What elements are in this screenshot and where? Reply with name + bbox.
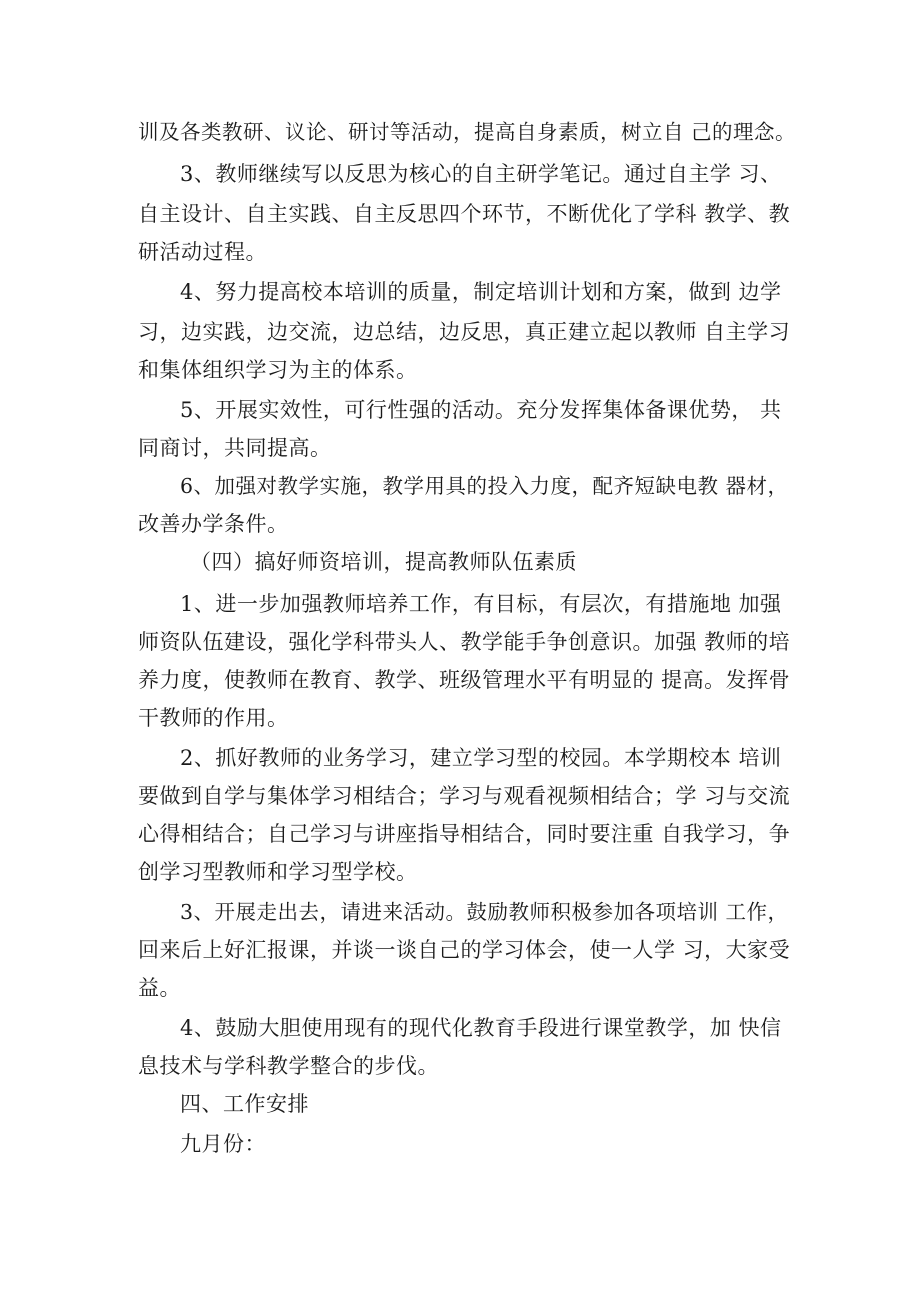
- text-line: 训及各类教研、议论、研讨等活动，提高自身素质，树立自 己的理念。: [138, 120, 797, 144]
- section-heading: （四）搞好师资培训，提高教师队伍素质: [190, 550, 577, 574]
- text-line: 研活动过程。: [138, 240, 267, 264]
- text-line: 5、开展实效性，可行性强的活动。充分发挥集体备课优势， 共: [180, 398, 782, 422]
- text-line: 4、鼓励大胆使用现有的现代化教育手段进行课堂教学，加 快信: [180, 1016, 782, 1040]
- text-line: 要做到自学与集体学习相结合；学习与观看视频相结合；学 习与交流: [138, 784, 791, 808]
- text-line: 和集体组织学习为主的体系。: [138, 358, 418, 382]
- text-line: 2、抓好教师的业务学习，建立学习型的校园。本学期校本 培训: [180, 746, 782, 770]
- text-line: 习，边实践，边交流，边总结，边反思，真正建立起以教师 自主学习: [138, 320, 791, 344]
- text-line: 干教师的作用。: [138, 706, 289, 730]
- text-line: 心得相结合；自己学习与讲座指导相结合，同时要注重 自我学习，争: [138, 822, 791, 846]
- text-line: 师资队伍建设，强化学科带头人、教学能手争创意识。加强 教师的培: [138, 630, 791, 654]
- text-line: 益。: [138, 976, 181, 1000]
- text-line: 6、加强对教学实施，教学用具的投入力度，配齐短缺电教 器材，: [180, 474, 789, 498]
- section-heading: 四、工作安排: [180, 1092, 309, 1116]
- text-line: 3、教师继续写以反思为核心的自主研学笔记。通过自主学 习、: [180, 162, 782, 186]
- text-line: 息技术与学科教学整合的步伐。: [138, 1054, 439, 1078]
- text-line: 4、努力提高校本培训的质量，制定培训计划和方案，做到 边学: [180, 280, 782, 304]
- month-heading: 九月份：: [180, 1132, 266, 1156]
- text-line: 回来后上好汇报课，并谈一谈自己的学习体会，使一人学 习，大家受: [138, 938, 791, 962]
- text-line: 3、开展走出去，请进来活动。鼓励教师积极参加各项培训 工作，: [180, 900, 789, 924]
- text-line: 改善办学条件。: [138, 512, 289, 536]
- text-line: 同商讨，共同提高。: [138, 436, 332, 460]
- text-line: 自主设计、自主实践、自主反思四个环节，不断优化了学科 教学、教: [138, 202, 791, 226]
- text-line: 1、进一步加强教师培养工作，有目标，有层次，有措施地 加强: [180, 592, 782, 616]
- text-line: 养力度，使教师在教育、教学、班级管理水平有明显的 提高。发挥骨: [138, 668, 791, 692]
- text-line: 创学习型教师和学习型学校。: [138, 860, 418, 884]
